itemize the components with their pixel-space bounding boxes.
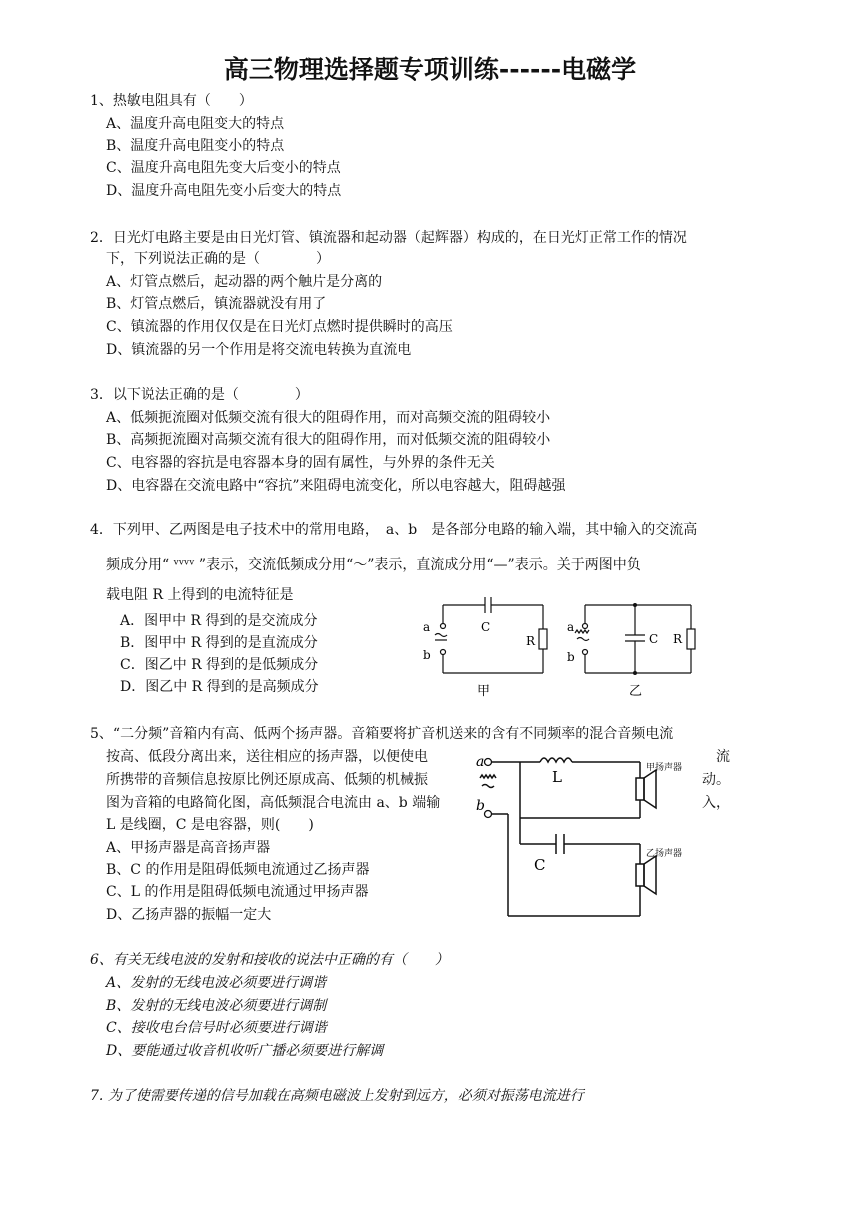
q4-fig-caption-jia: 甲 xyxy=(477,684,491,699)
q7-stem: 7. 为了使需要传递的信号加载在高频电磁波上发射到远方，必须对振荡电流进行 xyxy=(90,1088,584,1104)
q3-option-a: A、低频扼流圈对低频交流有很大的阻碍作用，而对高频交流的阻碍较小 xyxy=(106,410,551,426)
q4-circuit-figures xyxy=(415,595,705,700)
q2-option-c: C、镇流器的作用仅仅是在日光灯点燃时提供瞬时的高压 xyxy=(106,319,453,335)
q5-stem-line2b: 流 xyxy=(716,749,730,765)
q1-option-c: C、温度升高电阻先变大后变小的特点 xyxy=(106,160,341,176)
q4-option-a: A．图甲中 R 得到的是交流成分 xyxy=(120,613,318,629)
q5-fig-label-speaker2: 乙扬声器 xyxy=(646,849,683,859)
q4-fig-label-a: a xyxy=(423,620,431,634)
q1-option-d: D、温度升高电阻先变小后变大的特点 xyxy=(106,183,342,199)
q5-option-a: A、甲扬声器是高音扬声器 xyxy=(106,840,271,856)
q3-option-c: C、电容器的容抗是电容器本身的固有属性，与外界的条件无关 xyxy=(106,455,495,471)
q4-fig2-label-r: R xyxy=(673,632,683,646)
q5-fig-label-speaker1: 甲扬声器 xyxy=(646,763,683,773)
q5-stem-line5: L 是线圈，C 是电容器，则( ) xyxy=(106,817,314,833)
q3-option-d: D、电容器在交流电路中“容抗”来阻碍电流变化，所以电容越大，阻碍越强 xyxy=(106,478,566,494)
q5-fig-label-a: a xyxy=(476,754,485,770)
q2-option-a: A、灯管点燃后，起动器的两个触片是分离的 xyxy=(106,274,383,290)
q5-stem-line4a: 图为音箱的电路简化图，高低频混合电流由 a、b 端输 xyxy=(106,795,441,811)
q6-option-c: C、接收电台信号时必须要进行调谐 xyxy=(106,1020,327,1036)
q4-option-b: B．图甲中 R 得到的是直流成分 xyxy=(120,635,318,651)
q4-fig-label-r: R xyxy=(526,634,536,648)
q5-fig-label-c: C xyxy=(534,856,546,874)
q6-option-a: A、发射的无线电波必须要进行调谐 xyxy=(106,975,327,991)
q5-option-c: C、L 的作用是阻碍低频电流通过甲扬声器 xyxy=(106,884,369,900)
q2-option-d: D、镇流器的另一个作用是将交流电转换为直流电 xyxy=(106,342,412,358)
q4-fig-label-b: b xyxy=(423,648,431,662)
q4-stem-line3: 载电阻 R 上得到的电流特征是 xyxy=(106,587,294,603)
q6-stem: 6、有关无线电波的发射和接收的说法中正确的有（ ） xyxy=(90,952,449,968)
q4-stem-line2: 频成分用“ ᵛᵛᵛᵛ ”表示，交流低频成分用“～”表示，直流成分用“—”表示。关于两图中负 xyxy=(106,557,641,573)
q5-stem-line2a: 按高、低段分离出来，送往相应的扬声器，以便使电 xyxy=(106,749,428,765)
q1-option-b: B、温度升高电阻变小的特点 xyxy=(106,138,285,154)
q4-stem-line1: 4．下列甲、乙两图是电子技术中的常用电路， a、b 是各部分电路的输入端，其中输入的交流高 xyxy=(90,522,698,538)
q5-speaker-circuit xyxy=(472,742,702,922)
q4-fig2-label-c: C xyxy=(649,632,659,646)
q5-option-d: D、乙扬声器的振幅一定大 xyxy=(106,907,272,923)
q5-stem-line3a: 所携带的音频信息按原比例还原成高、低频的机械振 xyxy=(106,772,428,788)
q5-stem-line3b: 动。 xyxy=(702,772,730,788)
q6-option-d: D、要能通过收音机收听广播必须要进行解调 xyxy=(106,1043,384,1059)
q3-option-b: B、高频扼流圈对高频交流有很大的阻碍作用，而对低频交流的阻碍较小 xyxy=(106,432,551,448)
q5-fig-label-l: L xyxy=(552,768,562,786)
q4-option-d: D．图乙中 R 得到的是高频成分 xyxy=(120,679,319,695)
page-title: 高三物理选择题专项训练------电磁学 xyxy=(223,55,637,84)
q2-stem-line1: 2．日光灯电路主要是由日光灯管、镇流器和起动器（起辉器）构成的，在日光灯正常工作的情况 xyxy=(90,230,687,246)
q4-fig-caption-yi: 乙 xyxy=(629,684,643,699)
q3-stem: 3．以下说法正确的是（ ） xyxy=(90,387,309,403)
q6-option-b: B、发射的无线电波必须要进行调制 xyxy=(106,998,327,1014)
q4-fig2-label-b: b xyxy=(567,650,575,664)
q5-stem-line4b: 入， xyxy=(702,795,730,811)
q4-option-c: C．图乙中 R 得到的是低频成分 xyxy=(120,657,319,673)
q5-stem-line1: 5、“二分频”音箱内有高、低两个扬声器。音箱要将扩音机送来的含有不同频率的混合音频电流 xyxy=(90,726,674,742)
q1-stem: 1、热敏电阻具有（ ） xyxy=(90,93,253,109)
q1-option-a: A、温度升高电阻变大的特点 xyxy=(106,116,285,132)
q2-option-b: B、灯管点燃后，镇流器就没有用了 xyxy=(106,296,327,312)
q4-fig-label-c: C xyxy=(481,620,491,634)
q5-fig-label-b: b xyxy=(476,798,485,814)
q2-stem-line2: 下，下列说法正确的是（ ） xyxy=(106,251,330,267)
q4-fig2-label-a: a xyxy=(567,620,575,634)
q5-option-b: B、C 的作用是阻碍低频电流通过乙扬声器 xyxy=(106,862,370,878)
